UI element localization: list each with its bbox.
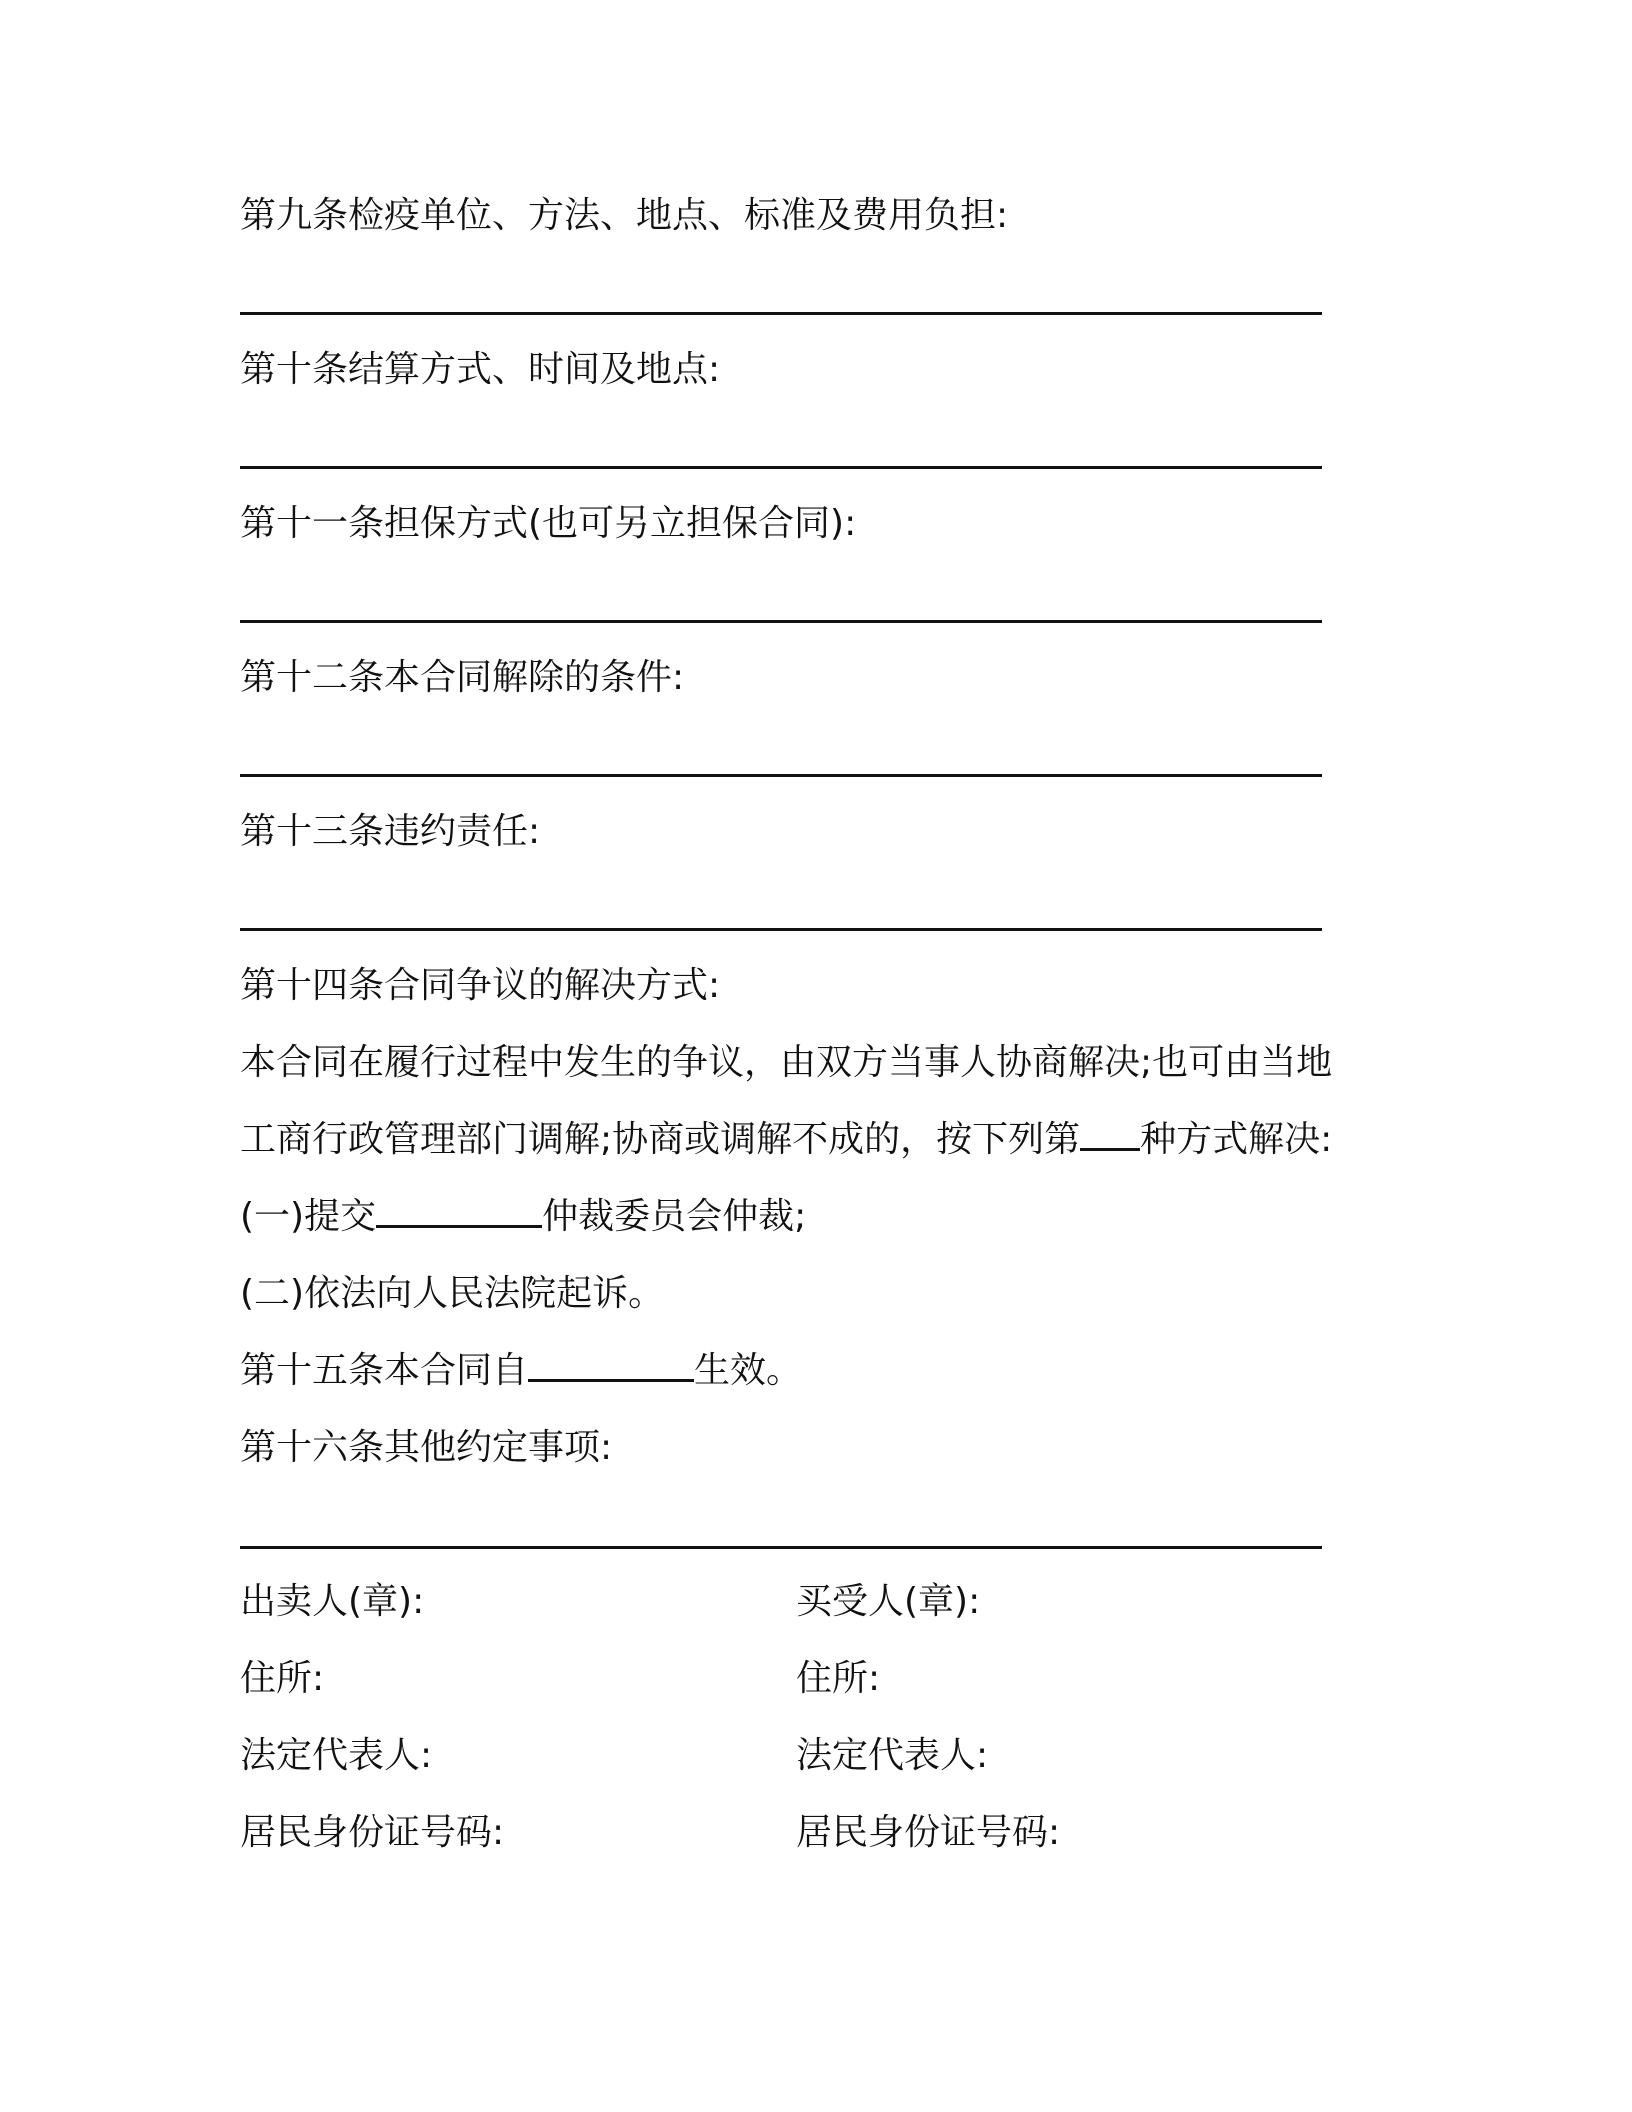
article-14-paragraph-1: 本合同在履行过程中发生的争议，由双方当事人协商解决;也可由当地: [240, 1042, 1333, 1083]
article-14-paragraph-2-end: 种方式解决:: [1140, 1119, 1333, 1160]
article-15-start: 第十五条本合同自: [240, 1350, 529, 1391]
article-16-blank-line[interactable]: [240, 1546, 1322, 1549]
article-14-option-1: [240, 1195, 806, 1239]
arbitration-committee-blank[interactable]: [376, 1195, 542, 1228]
article-11-heading: 第十一条担保方式(也可另立担保合同):: [240, 503, 857, 544]
buyer-id-number-label: 居民身份证号码:: [796, 1812, 1061, 1853]
article-11-blank-line[interactable]: [240, 620, 1322, 623]
article-9-heading: 第九条检疫单位、方法、地点、标准及费用负担:: [240, 195, 1009, 236]
article-13-heading: 第十三条违约责任:: [240, 811, 541, 852]
article-13-blank-line[interactable]: [240, 928, 1322, 931]
article-12-heading: 第十二条本合同解除的条件:: [240, 657, 685, 698]
article-10-blank-line[interactable]: [240, 466, 1322, 469]
dispute-method-number-blank[interactable]: [1080, 1118, 1140, 1151]
article-12-blank-line[interactable]: [240, 774, 1322, 777]
option-1-start: (一)提交: [240, 1196, 377, 1237]
option-1-end: 仲裁委员会仲裁;: [542, 1196, 807, 1237]
seller-legal-rep-label: 法定代表人:: [240, 1735, 433, 1776]
article-10-heading: 第十条结算方式、时间及地点:: [240, 349, 721, 390]
buyer-seal-label: 买受人(章):: [796, 1581, 981, 1622]
article-15-end: 生效。: [694, 1350, 803, 1391]
article-9-blank-line[interactable]: [240, 312, 1322, 315]
seller-seal-label: 出卖人(章):: [240, 1581, 425, 1622]
article-14-heading: 第十四条合同争议的解决方式:: [240, 965, 721, 1006]
article-14-option-2: (二)依法向人民法院起诉。: [240, 1273, 665, 1314]
buyer-legal-rep-label: 法定代表人:: [796, 1735, 989, 1776]
article-14-paragraph-2: [240, 1118, 1332, 1162]
seller-id-number-label: 居民身份证号码:: [240, 1812, 505, 1853]
article-15: [240, 1349, 802, 1393]
seller-address-label: 住所:: [240, 1658, 325, 1699]
effective-date-blank[interactable]: [528, 1349, 694, 1382]
buyer-address-label: 住所:: [796, 1658, 881, 1699]
article-14-paragraph-2-start: 工商行政管理部门调解;协商或调解不成的，按下列第: [240, 1119, 1081, 1160]
article-16-heading: 第十六条其他约定事项:: [240, 1427, 613, 1468]
